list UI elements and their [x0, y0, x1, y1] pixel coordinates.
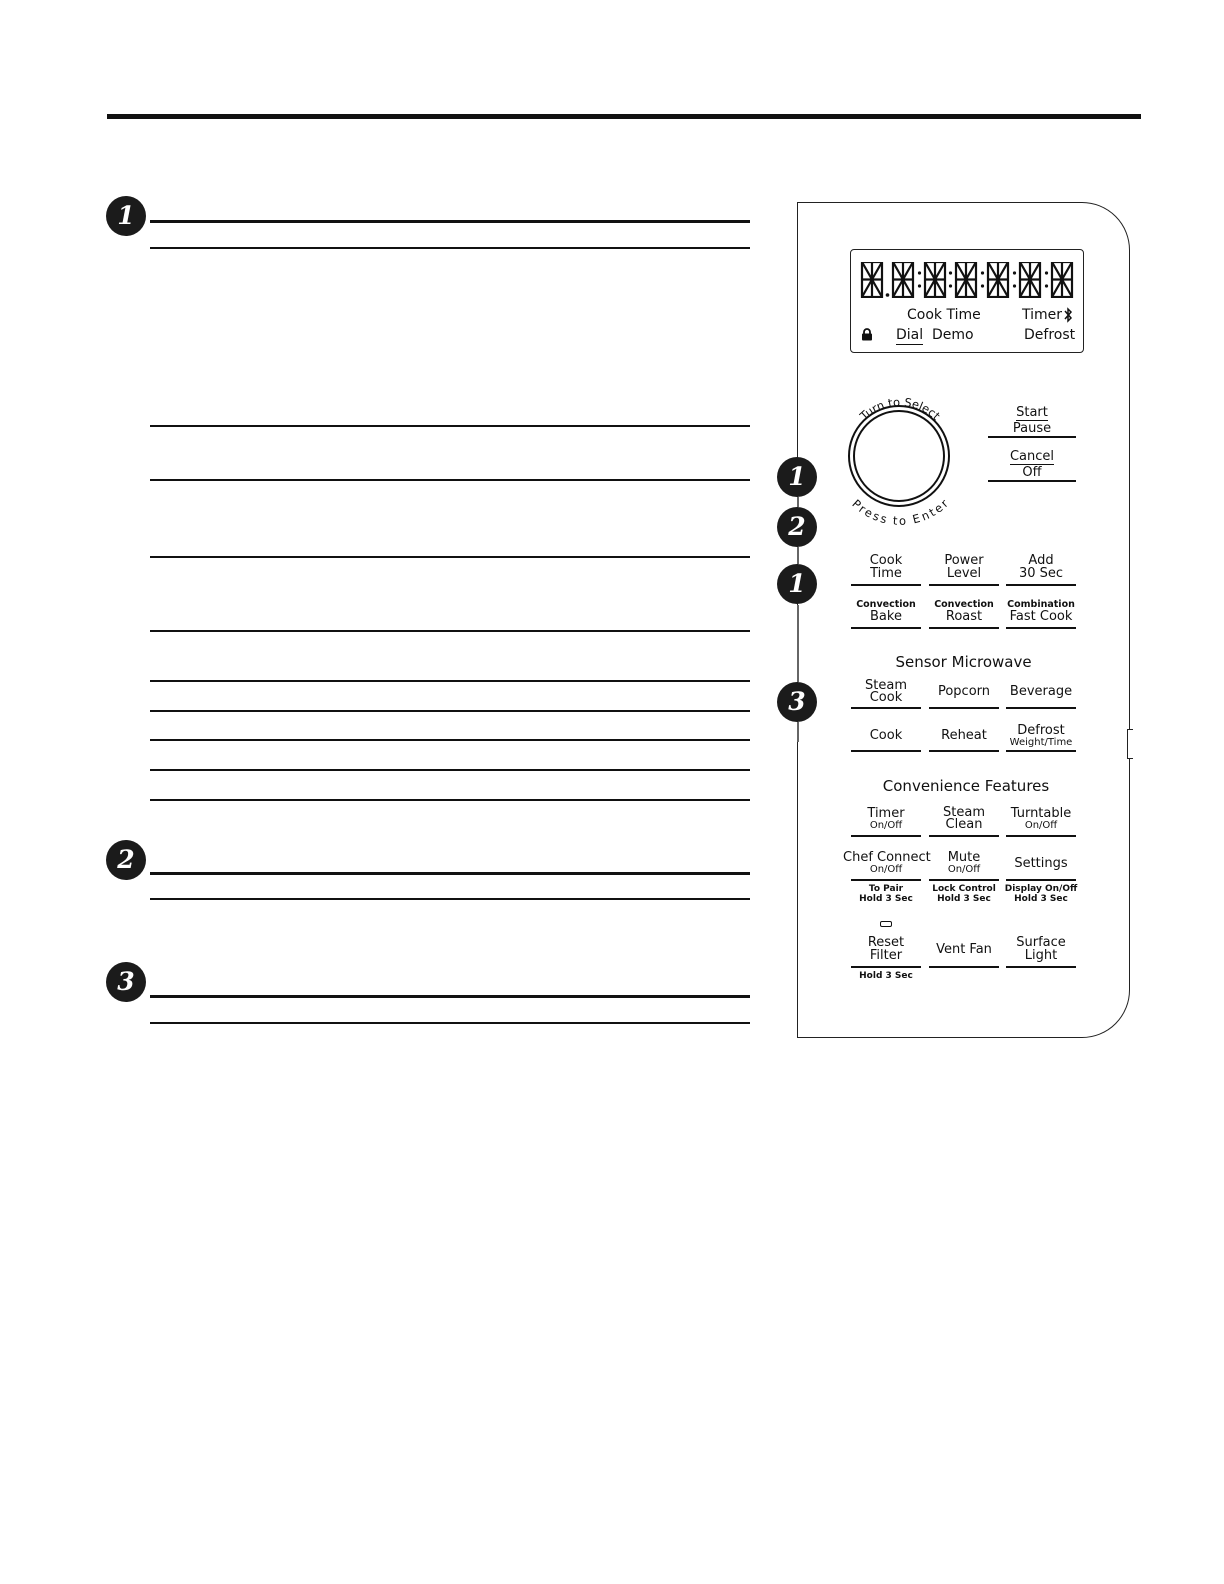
cancel-label: Cancel — [1009, 449, 1055, 464]
combo-label-2: Fast Cook — [1009, 609, 1073, 624]
cook-time-label-2: Time — [870, 566, 902, 581]
convenience-features-title: Convenience Features — [882, 777, 1050, 795]
section-1-rule — [150, 556, 750, 558]
conv-bake-label-2: Bake — [870, 609, 902, 624]
section-1-rule — [150, 479, 750, 481]
to-pair-hint-2: Hold 3 Sec — [859, 894, 913, 904]
to-pair-hint-1: To Pair — [868, 884, 904, 894]
timer-label-1: Timer — [867, 806, 905, 821]
steam-clean-label-1: Steam — [943, 805, 985, 820]
reset-label-2: Filter — [869, 947, 903, 963]
section-2-title-line — [150, 872, 750, 875]
section-1-rule — [150, 425, 750, 427]
chef-label-1: Chef Connect — [843, 850, 931, 865]
panel-callout-3-sensor: 3 — [777, 682, 817, 722]
start-pause-button[interactable] — [988, 406, 1076, 435]
connector-line — [797, 722, 799, 742]
combination-fast-cook-button[interactable] — [1006, 599, 1076, 623]
chef-connect-button[interactable] — [843, 851, 929, 875]
section-1-rule — [150, 630, 750, 632]
section-1-rule — [150, 739, 750, 741]
beverage-button[interactable] — [1006, 685, 1076, 698]
power-level-label-2: Level — [946, 566, 982, 581]
cancel-off-underline — [988, 480, 1076, 482]
steam-clean-button[interactable] — [929, 807, 999, 831]
display-timer: Timer — [1022, 307, 1063, 323]
section-3-rule — [150, 1022, 750, 1024]
display-cook-time: Cook Time — [907, 307, 981, 323]
panel-callout-1-dial: 1 — [777, 457, 817, 497]
power-level-button[interactable] — [929, 554, 999, 580]
button-underline — [929, 707, 999, 709]
conv-bake-label-1: Convection — [856, 599, 916, 610]
bluetooth-icon — [1063, 307, 1073, 323]
section-2-rule — [150, 898, 750, 900]
vent-fan-button[interactable] — [929, 943, 999, 956]
steam-cook-label-1: Steam — [865, 678, 907, 693]
button-underline — [851, 627, 921, 629]
callout-badge-3: 3 — [106, 962, 146, 1002]
reheat-button[interactable] — [929, 729, 999, 742]
panel-notch — [1127, 729, 1133, 759]
settings-button[interactable] — [1006, 857, 1076, 870]
button-underline — [929, 835, 999, 837]
connector-line — [797, 547, 799, 564]
callout-badge-2: 2 — [106, 840, 146, 880]
button-underline — [929, 627, 999, 629]
section-1-title-line — [150, 220, 750, 223]
sensor-microwave-title: Sensor Microwave — [895, 653, 1032, 671]
button-underline — [1006, 879, 1076, 881]
section-3-title-line — [150, 995, 750, 998]
button-underline — [1006, 835, 1076, 837]
panel-callout-2-dial: 2 — [777, 507, 817, 547]
defrost-label-2: Weight/Time — [1009, 737, 1073, 748]
cook-time-label-1: Cook — [869, 553, 903, 568]
button-underline — [851, 707, 921, 709]
surface-label-1: Surface — [1016, 935, 1066, 950]
turntable-button[interactable] — [1006, 807, 1076, 831]
segment-digits-icon — [860, 262, 1080, 298]
mute-label-2: On/Off — [947, 864, 981, 875]
chef-label-2: On/Off — [869, 864, 903, 875]
steam-clean-label-2: Clean — [945, 817, 983, 832]
vent-fan-label: Vent Fan — [936, 942, 992, 957]
button-underline — [851, 750, 921, 752]
power-level-label-1: Power — [944, 553, 984, 568]
mute-label-1: Mute — [947, 850, 981, 865]
defrost-button[interactable] — [1006, 724, 1076, 748]
reheat-label: Reheat — [941, 728, 987, 743]
cook-label: Cook — [869, 728, 903, 743]
mute-button[interactable] — [929, 851, 999, 875]
button-underline — [1006, 584, 1076, 586]
start-pause-underline — [988, 436, 1076, 438]
surface-label-2: Light — [1024, 947, 1058, 963]
lock-hint-1: Lock Control — [932, 884, 996, 894]
cook-time-button[interactable] — [851, 554, 921, 580]
button-underline — [851, 966, 921, 968]
convection-roast-button[interactable] — [929, 599, 999, 623]
button-underline — [1006, 750, 1076, 752]
lock-icon — [861, 328, 873, 341]
reset-filter-button[interactable] — [851, 937, 921, 962]
timer-button[interactable] — [851, 807, 921, 831]
callout-badge-1: 1 — [106, 196, 146, 236]
dial-bottom-text: Press to Enter — [849, 496, 951, 528]
convection-bake-button[interactable] — [851, 599, 921, 623]
display-hint-1: Display On/Off — [1004, 884, 1078, 894]
steam-cook-button[interactable] — [851, 680, 921, 704]
filter-indicator-icon — [880, 921, 892, 927]
popcorn-label: Popcorn — [937, 684, 991, 699]
popcorn-button[interactable] — [929, 685, 999, 698]
lock-hint-2: Hold 3 Sec — [937, 894, 991, 904]
display-demo: Demo — [932, 327, 974, 343]
conv-roast-label-2: Roast — [945, 609, 983, 624]
steam-cook-label-2: Cook — [869, 690, 903, 705]
settings-label: Settings — [1014, 856, 1068, 871]
button-underline — [851, 879, 921, 881]
combo-label-1: Combination — [1007, 599, 1075, 610]
button-underline — [1006, 627, 1076, 629]
turntable-label-2: On/Off — [1024, 820, 1058, 831]
display-onoff-hint — [1001, 884, 1081, 904]
panel-callout-1-cook: 1 — [777, 564, 817, 604]
button-underline — [929, 966, 999, 968]
section-1-rule — [150, 799, 750, 801]
button-underline — [929, 879, 999, 881]
reset-label-1: Reset — [867, 935, 905, 950]
off-label: Off — [1022, 465, 1042, 480]
display-defrost: Defrost — [1024, 327, 1076, 343]
beverage-label: Beverage — [1009, 684, 1073, 699]
lock-control-hint — [924, 884, 1004, 904]
start-label: Start — [1016, 405, 1048, 420]
turntable-label-1: Turntable — [1010, 806, 1072, 821]
button-underline — [929, 584, 999, 586]
button-underline — [929, 750, 999, 752]
surface-light-button[interactable] — [1006, 937, 1076, 962]
button-underline — [1006, 966, 1076, 968]
add-30-sec-button[interactable] — [1006, 554, 1076, 580]
defrost-label-1: Defrost — [1017, 723, 1065, 738]
section-1-rule — [150, 769, 750, 771]
button-underline — [851, 584, 921, 586]
conv-roast-label-1: Convection — [934, 599, 994, 610]
add30-label-2: 30 Sec — [1018, 566, 1064, 581]
dial-top-text: Turn to Select — [857, 394, 943, 423]
to-pair-hint — [846, 884, 926, 904]
reset-hold-hint: Hold 3 Sec — [859, 971, 913, 981]
selector-dial-inner[interactable] — [853, 410, 945, 502]
add30-label-1: Add — [1028, 553, 1054, 568]
top-rule — [107, 114, 1141, 119]
connector-line — [797, 605, 799, 682]
section-1-rule — [150, 247, 750, 249]
display-dial: Dial — [896, 327, 924, 343]
cook-button[interactable] — [851, 729, 921, 742]
display-hint-2: Hold 3 Sec — [1014, 894, 1068, 904]
cancel-off-button[interactable] — [988, 450, 1076, 479]
section-1-rule — [150, 680, 750, 682]
connector-line — [797, 497, 799, 507]
button-underline — [851, 835, 921, 837]
section-1-rule — [150, 710, 750, 712]
timer-label-2: On/Off — [869, 820, 903, 831]
pause-label: Pause — [1012, 421, 1052, 436]
button-underline — [1006, 707, 1076, 709]
